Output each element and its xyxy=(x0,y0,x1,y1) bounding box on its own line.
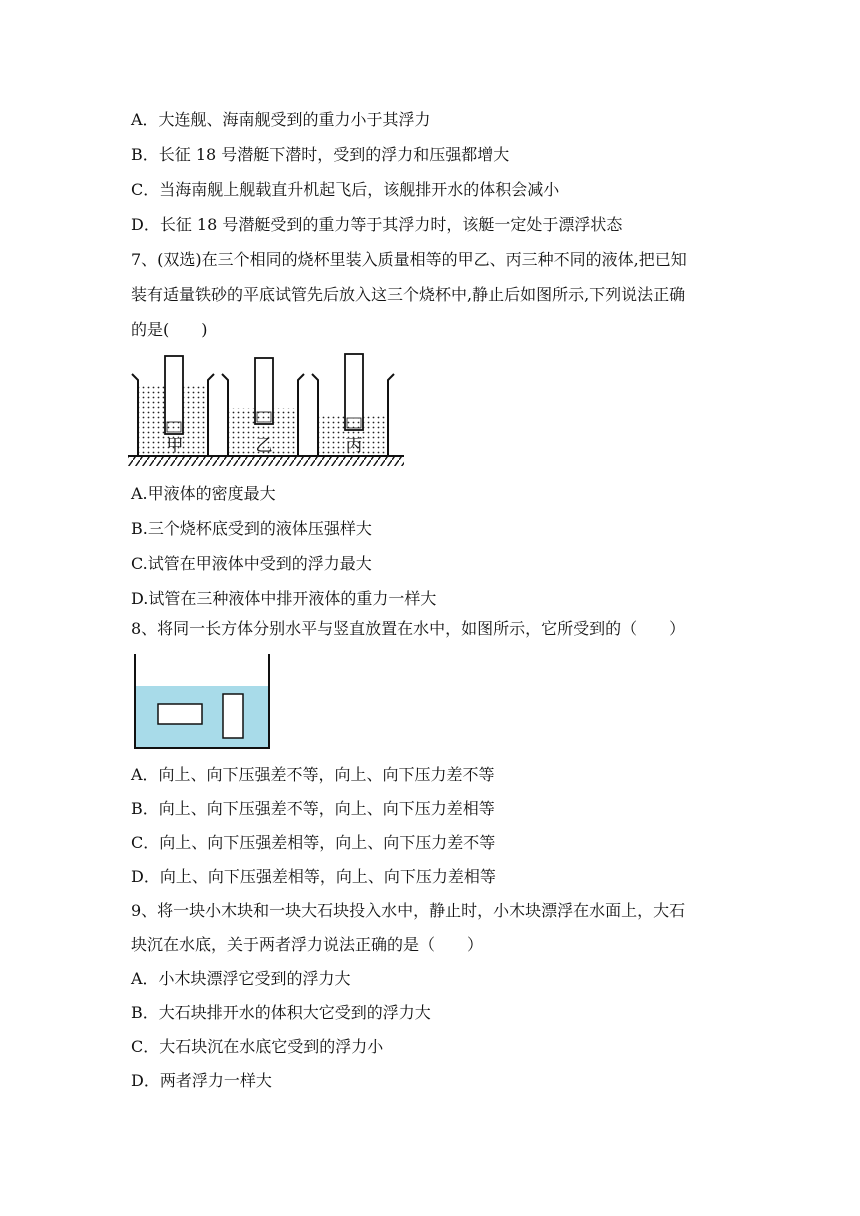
label-bing: 丙 xyxy=(345,436,363,456)
q8-option-c: C．向上、向下压强差相等，向上、向下压力差不等 xyxy=(131,833,496,852)
q7-option-b: B.三个烧杯底受到的液体压强样大 xyxy=(131,519,372,538)
q8-option-b: B．向上、向下压强差不等，向上、向下压力差相等 xyxy=(131,799,495,818)
q7-stem-line-2: 装有适量铁砂的平底试管先后放入这三个烧杯中,静止后如图所示,下列说法正确 xyxy=(131,285,686,304)
q6-option-d: D．长征 18 号潜艇受到的重力等于其浮力时，该艇一定处于漂浮状态 xyxy=(131,215,623,234)
q6-option-b: B．长征 18 号潜艇下潜时，受到的浮力和压强都增大 xyxy=(131,145,510,164)
horizontal-block xyxy=(158,704,202,724)
q7-option-d: D.试管在三种液体中排开液体的重力一样大 xyxy=(131,589,437,608)
q8-option-a: A．向上、向下压强差不等，向上、向下压力差不等 xyxy=(131,765,495,784)
q8-stem: 8、将同一长方体分别水平与竖直放置在水中，如图所示，它所受到的（ ） xyxy=(131,619,686,638)
q7-stem-line-1: 7、(双选)在三个相同的烧杯里装入质量相等的甲乙、丙三种不同的液体,把已知 xyxy=(131,250,687,269)
label-yi: 乙 xyxy=(255,436,273,456)
q7-beakers-figure xyxy=(126,350,406,470)
q7-option-c: C.试管在甲液体中受到的浮力最大 xyxy=(131,554,372,573)
q9-option-b: B．大石块排开水的体积大它受到的浮力大 xyxy=(131,1003,431,1022)
q9-stem-line-2: 块沉在水底，关于两者浮力说法正确的是（ ） xyxy=(131,935,484,954)
q6-option-c: C．当海南舰上舰载直升机起飞后，该舰排开水的体积会减小 xyxy=(131,180,560,199)
q7-option-a: A.甲液体的密度最大 xyxy=(131,484,276,503)
q6-option-a: A．大连舰、海南舰受到的重力小于其浮力 xyxy=(131,110,431,129)
q7-stem-line-3: 的是( ) xyxy=(131,320,208,339)
q8-water-tank-figure xyxy=(130,652,274,752)
q9-option-d: D．两者浮力一样大 xyxy=(131,1071,272,1090)
vertical-block xyxy=(223,694,243,738)
q9-stem-line-1: 9、将一块小木块和一块大石块投入水中，静止时，小木块漂浮在水面上，大石 xyxy=(131,901,686,920)
label-jia: 甲 xyxy=(166,436,184,456)
q8-option-d: D．向上、向下压强差相等，向上、向下压力差相等 xyxy=(131,867,496,886)
q9-option-c: C．大石块沉在水底它受到的浮力小 xyxy=(131,1037,384,1056)
q9-option-a: A．小木块漂浮它受到的浮力大 xyxy=(131,969,351,988)
